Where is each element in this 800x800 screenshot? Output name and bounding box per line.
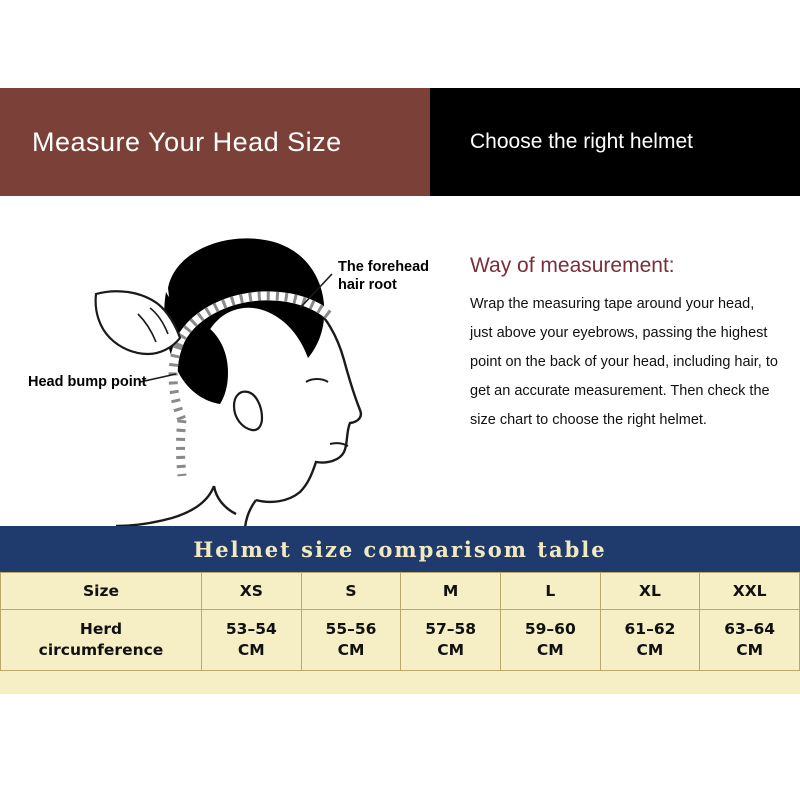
value-xl: 61–62	[624, 620, 676, 639]
measurement-heading: Way of measurement:	[470, 254, 675, 277]
table-header-xxl: XXL	[700, 573, 800, 610]
circumference-label-line1: Herd	[79, 620, 123, 639]
table-row	[1, 610, 800, 671]
size-chart	[0, 526, 800, 694]
table-cell-xs	[202, 610, 302, 671]
shoulder-line	[116, 486, 214, 526]
table-cell-s	[301, 610, 401, 671]
table-cell-xl	[600, 610, 700, 671]
unit-xs: CM	[237, 641, 265, 659]
banner-subtitle: Choose the right helmet	[470, 130, 693, 153]
table-cell-xxl	[700, 610, 800, 671]
neck-line	[245, 500, 256, 526]
value-xs: 53–54	[225, 620, 277, 639]
header-banner	[0, 88, 800, 196]
table-header-xl: XL	[600, 573, 700, 610]
neck-front-line	[214, 486, 236, 514]
measurement-body: Wrap the measuring tape around your head, just above your eyebrows, passing the highest point on the back of your head, including hair, to get an accurate measurement. Then check the size chart to choose the right helmet.	[470, 296, 778, 428]
unit-l: CM	[536, 641, 564, 659]
head-diagram-svg	[0, 196, 450, 526]
table-cell-m	[401, 610, 501, 671]
table-row-label-circumference	[1, 610, 202, 671]
unit-xxl: CM	[736, 641, 764, 659]
banner-left-panel	[0, 88, 430, 196]
unit-s: CM	[337, 641, 365, 659]
measurement-section	[0, 196, 800, 526]
table-header-l: L	[500, 573, 600, 610]
value-s: 55–56	[325, 620, 377, 639]
label-forehead-hair-root: The forehead hair root	[338, 259, 430, 294]
table-header-s: S	[301, 573, 401, 610]
value-xxl: 63–64	[724, 620, 776, 639]
table-cell-l	[500, 610, 600, 671]
value-m: 57–58	[425, 620, 477, 639]
size-chart-title: Helmet size comparisom table	[193, 536, 607, 562]
unit-xl: CM	[636, 641, 664, 659]
size-chart-table	[0, 572, 800, 671]
page-title: Measure Your Head Size	[32, 126, 342, 157]
table-row	[1, 573, 800, 610]
eye-line	[306, 379, 328, 382]
label-head-bump-point: Head bump point	[28, 374, 147, 390]
table-header-m: M	[401, 573, 501, 610]
size-chart-title-bar	[0, 526, 800, 572]
table-header-xs: XS	[202, 573, 302, 610]
banner-right-panel	[430, 88, 800, 196]
measurement-text-column	[470, 196, 780, 526]
ear-shape	[234, 392, 262, 431]
value-l: 59–60	[524, 620, 576, 639]
unit-m: CM	[437, 641, 465, 659]
head-measure-illustration	[0, 196, 450, 526]
table-header-size-label: Size	[1, 573, 202, 610]
circumference-label-line2: circumference	[38, 641, 164, 659]
